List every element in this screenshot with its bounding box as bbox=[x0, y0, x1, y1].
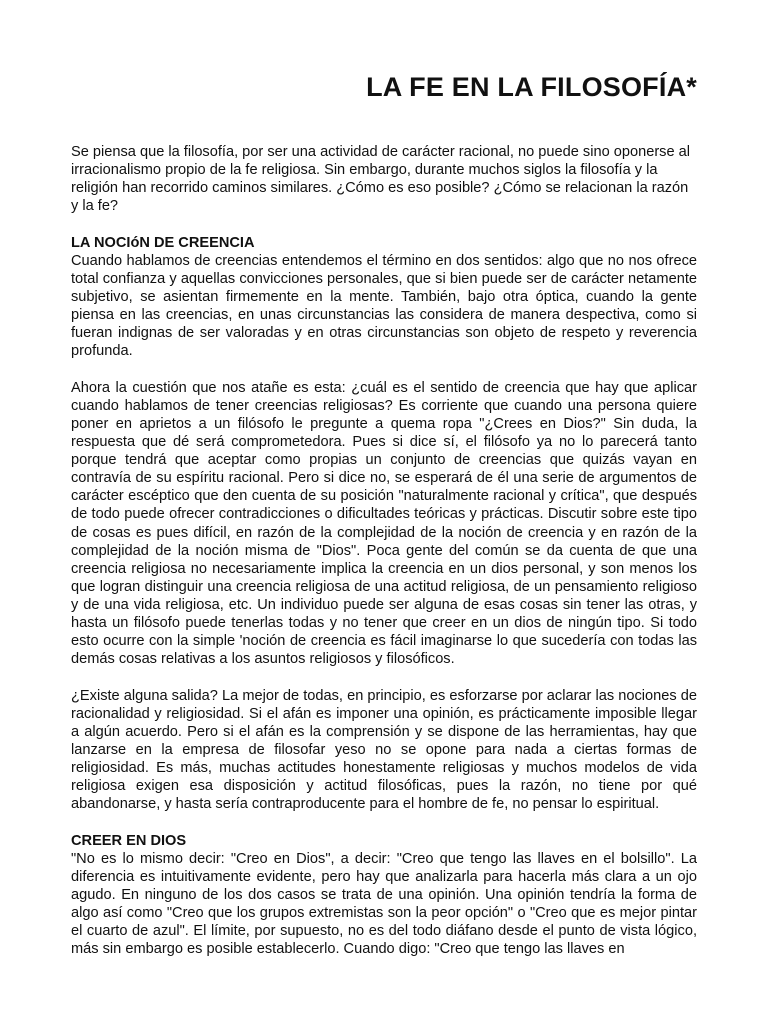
intro-paragraph: Se piensa que la filosofía, por ser una actividad de carácter racional, no puede sino oponerse al irracionalismo propio de la fe religiosa. Sin embargo, durante muchos siglos la filosofía y la religión han recorrido caminos similares. ¿Cómo es eso posible? ¿Cómo se relacionan la razón y la fe? bbox=[71, 144, 691, 215]
paragraph: Ahora la cuestión que nos atañe es esta: ¿cuál es el sentido de creencia que hay que aplicar cuando hablamos de tener creencias religiosas? Es corriente que cuando una persona quiere poner en aprietos a un filósofo le pregunte a quema ropa "¿Crees en Dios?" Sin duda, la respuesta que dé será comprometedora. Pues si dice sí, el filósofo ya no lo parecerá tanto porque tendrá que aceptar como propias un conjunto de creencias que quizás vayan en contravía de su espíritu racional. Pero si dice no, se esperará de él una serie de argumentos de carácter escéptico que den cuenta de su posición "naturalmente racional y crítica", que después de todo puede ofrecer contradicciones o dificultades teóricas y prácticas. Discutir sobre este tipo de cosas es pues difícil, en razón de la complejidad de la noción de creencia y en razón de la complejidad de la noción misma de "Dios". Poca gente del común se da cuenta de que una creencia religiosa no necesariamente implica la creencia en un dios personal, y son menos los que logran distinguir una creencia religiosa de una actitud religiosa, de un pensamiento religioso y de una vida religiosa, etc. Un individuo puede ser alguna de esas cosas sin tener las otras, y hasta un filósofo puede tenerlas todas y no tener que creer en un dios de ningún tipo. Si todo esto ocurre con la simple 'noción de creencia es fácil imaginarse lo que sucedería con todas las demás cosas relativas a los asuntos religiosos y filosóficos. bbox=[71, 379, 697, 668]
document-title: LA FE EN LA FILOSOFÍA* bbox=[366, 72, 697, 102]
section-creencia bbox=[71, 234, 697, 814]
paragraph: "No es lo mismo decir: "Creo en Dios", a decir: "Creo que tengo las llaves en el bolsillo". La diferencia es intuitivamente evidente, pero hay que analizarla para hacerla más clara a un ojo agudo. En ninguno de los dos casos se trata de una opinión. Una opinión tendría la forma de algo así como "Creo que los grupos extremistas son la peor opción" o "Creo que es mejor pintar el cuarto de azul". El límite, por supuesto, no es del todo diáfano desde el punto de vista lógico, más sin embargo es posible establecerlo. Cuando digo: "Creo que tengo las llaves en bbox=[71, 850, 697, 958]
section-heading: LA NOCIóN DE CREENCIA bbox=[71, 234, 255, 251]
section-heading: CREER EN DIOS bbox=[71, 832, 187, 849]
paragraph: Cuando hablamos de creencias entendemos el término en dos sentidos: algo que no nos ofrece total confianza y aquellas convicciones personales, que si bien puede ser de carácter netamente subjetivo, se asientan firmemente en la mente. También, bajo otra óptica, cuando la gente piensa en las creencias, en unas circunstancias las considera de manera despectiva, como si fueran indignas de ser valoradas y en otras circunstancias son objeto de respeto y reverencia profunda. bbox=[71, 252, 697, 360]
section-creer-en-dios bbox=[71, 832, 697, 959]
paragraph: ¿Existe alguna salida? La mejor de todas, en principio, es esforzarse por aclarar las nociones de racionalidad y religiosidad. Si el afán es imponer una opinión, es prácticamente imposible llegar a algún acuerdo. Pero si el afán es la comprensión y se dispone de las herramientas, hay que lanzarse en la empresa de filosofar yeso no se opone para nada a ciertas formas de religiosidad. Es más, muchas actitudes honestamente religiosas y muchos modelos de vida religiosa exigen esa disposición y actitud filosóficas, pues la razón, no tiene por qué abandonarse, y hasta sería contraproducente para el hombre de fe, no pensar lo espiritual. bbox=[71, 687, 697, 813]
document-body bbox=[71, 143, 697, 977]
